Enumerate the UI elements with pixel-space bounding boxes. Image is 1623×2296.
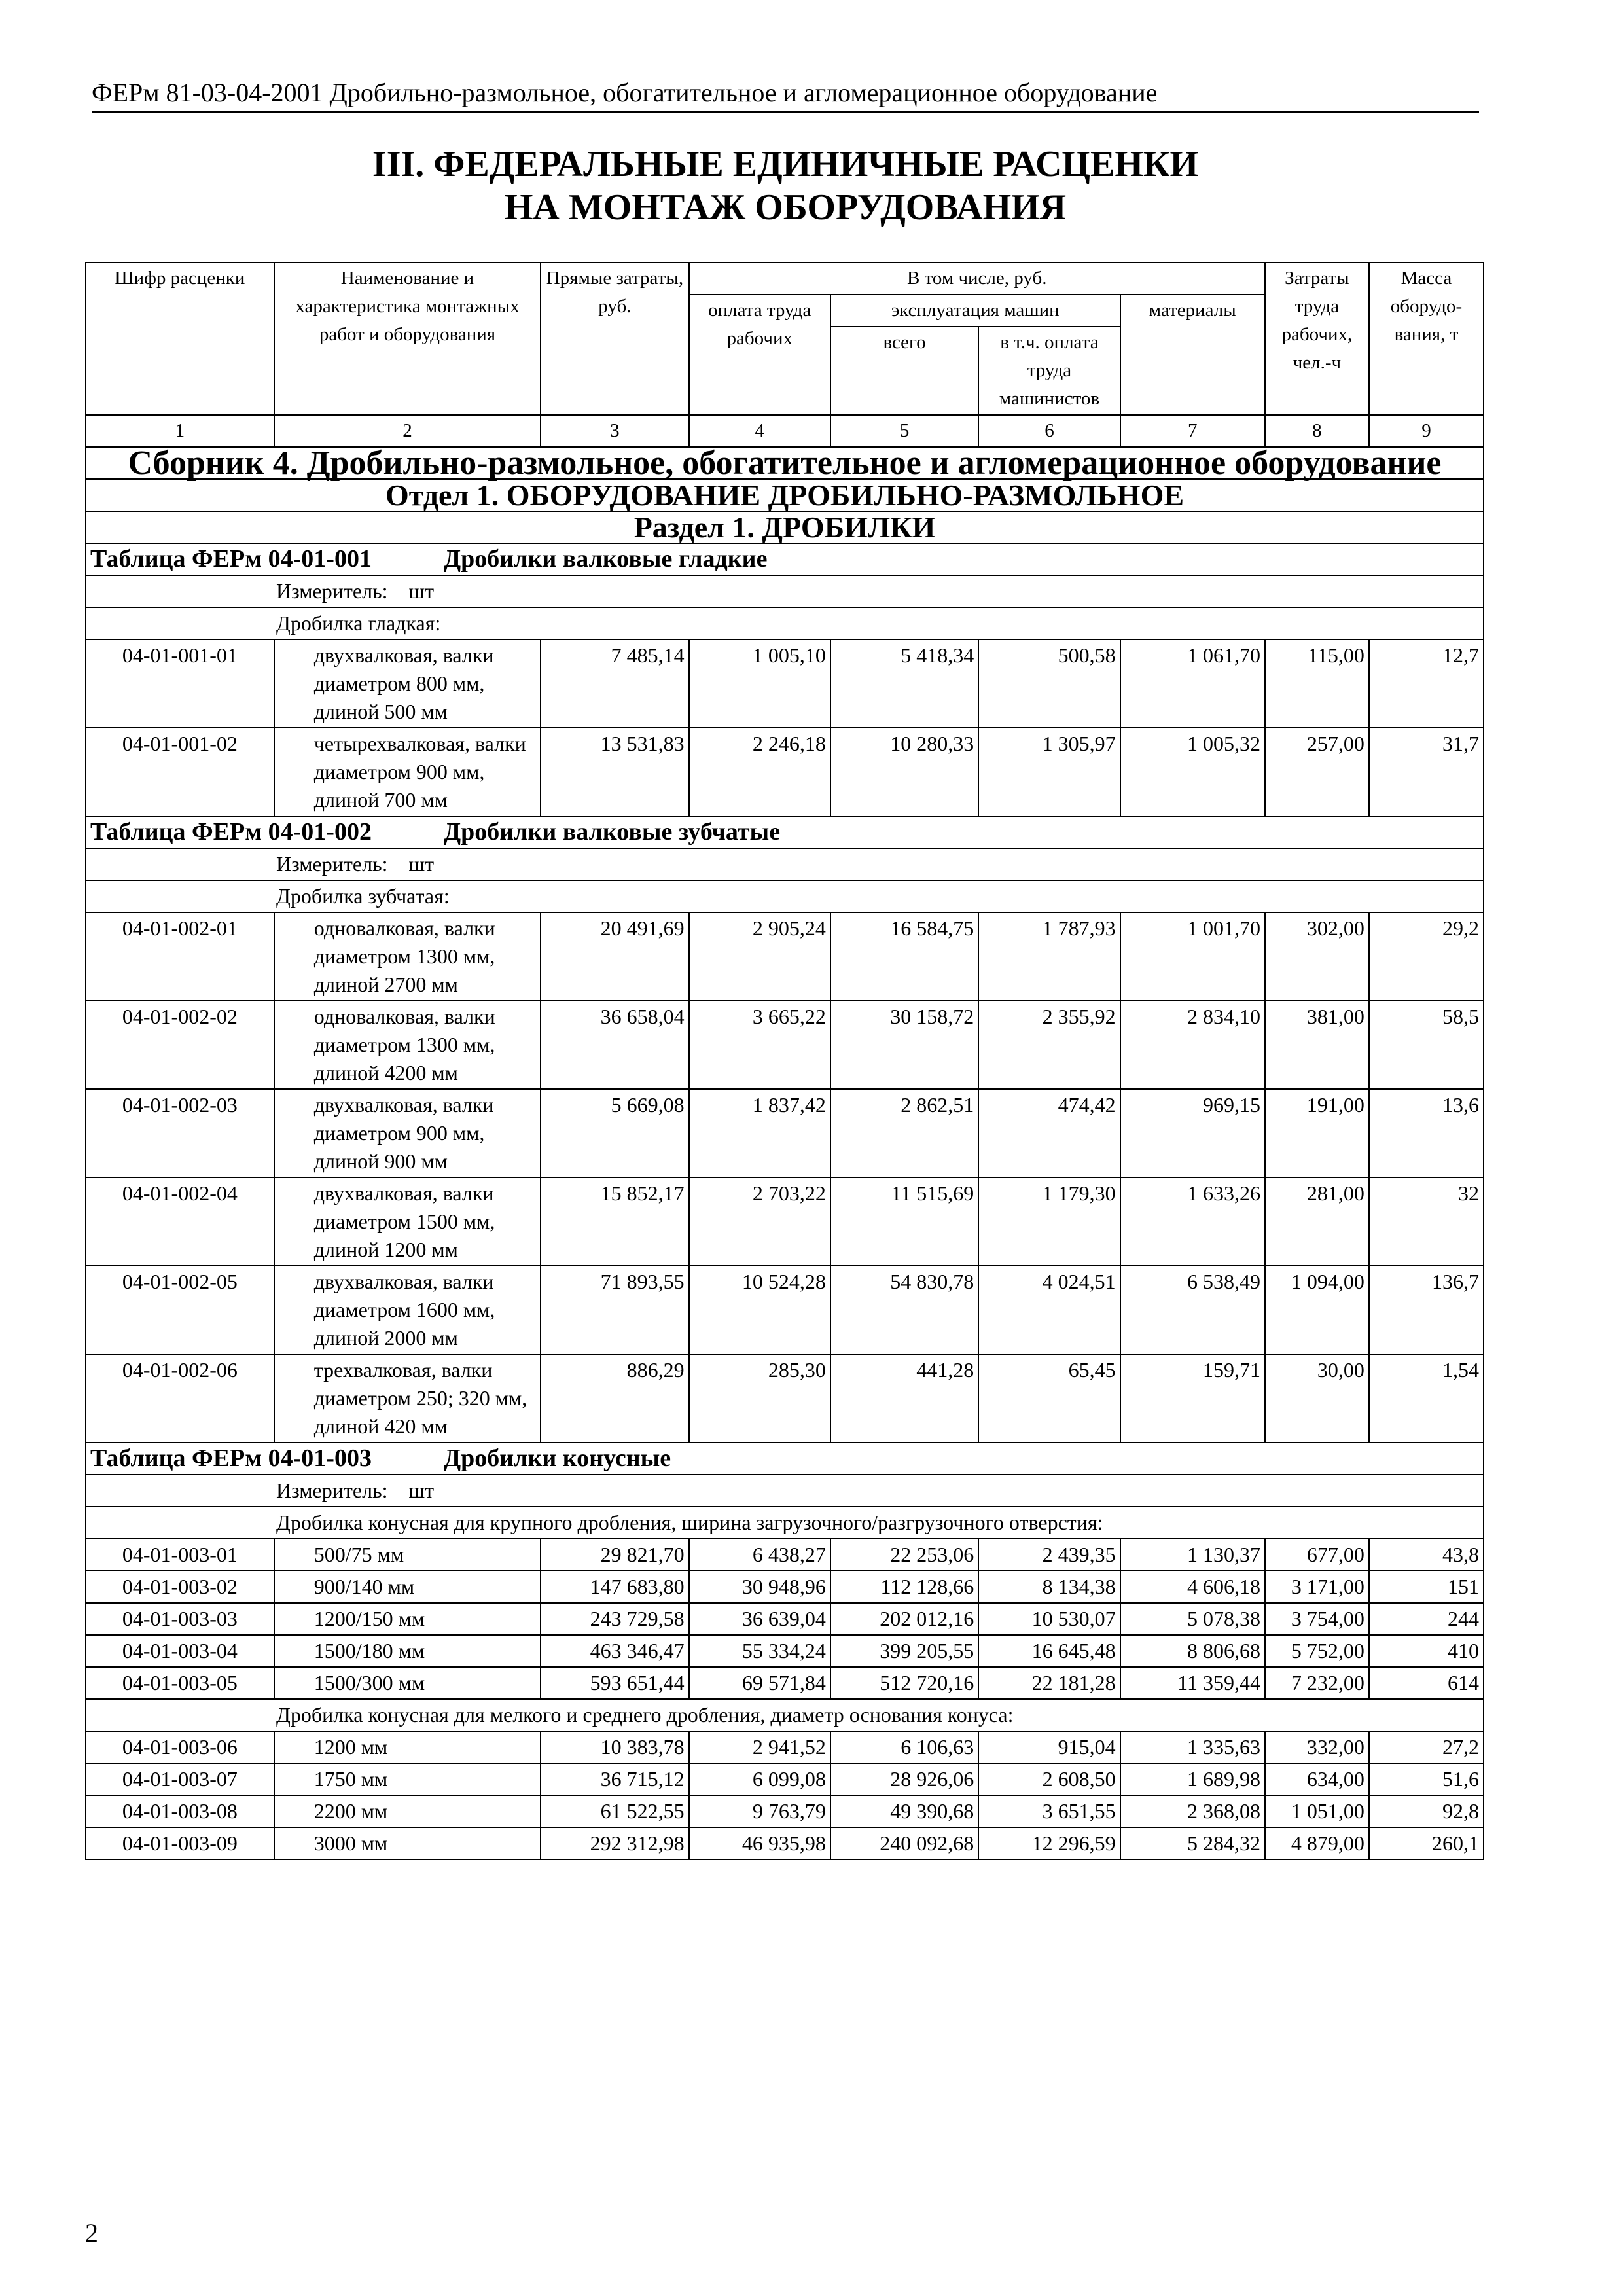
cell-name: двухвалковая, валки диаметром 1500 мм, длиной 1200 мм [274,1177,541,1266]
group-subtitle: Дробилка конусная для крупного дробления, ширина загрузочного/разгрузочного отверстия: [86,1507,1484,1539]
cell-mach: 28 926,06 [830,1763,978,1795]
measure-unit: шт [408,852,435,876]
table-row [86,1827,1484,1859]
col-header-incl: В том числе, руб. [689,262,1265,295]
cell-mach: 16 584,75 [830,912,978,1001]
cell-name: 1750 мм [274,1763,541,1795]
cell-hours: 191,00 [1265,1089,1369,1177]
cell-code: 04-01-003-03 [86,1603,274,1635]
cell-mat: 1 130,37 [1120,1539,1265,1571]
cell-mass: 151 [1369,1571,1484,1603]
cell-code: 04-01-003-05 [86,1667,274,1699]
cell-direct: 7 485,14 [541,639,688,728]
cell-mat: 1 005,32 [1120,728,1265,816]
cell-mass: 29,2 [1369,912,1484,1001]
cell-mach-pay: 10 530,07 [978,1603,1120,1635]
cell-name: 1500/180 мм [274,1635,541,1667]
table-row [86,1667,1484,1699]
cell-labor: 2 703,22 [689,1177,830,1266]
table-title [86,543,1484,575]
cell-name: 1500/300 мм [274,1667,541,1699]
cell-direct: 886,29 [541,1354,688,1443]
cell-mass: 43,8 [1369,1539,1484,1571]
cell-mach-pay: 2 439,35 [978,1539,1120,1571]
cell-mat: 1 689,98 [1120,1763,1265,1795]
cell-mach-pay: 16 645,48 [978,1635,1120,1667]
measure-unit: шт [408,1479,435,1502]
cell-code: 04-01-002-04 [86,1177,274,1266]
rates-table [85,262,1484,1860]
cell-mat: 11 359,44 [1120,1667,1265,1699]
cell-hours: 634,00 [1265,1763,1369,1795]
title-line-2: НА МОНТАЖ ОБОРУДОВАНИЯ [504,187,1067,228]
cell-name: 3000 мм [274,1827,541,1859]
cell-direct: 593 651,44 [541,1667,688,1699]
col-number: 1 [86,415,274,447]
cell-direct: 292 312,98 [541,1827,688,1859]
table-row [86,1731,1484,1763]
table-title [86,816,1484,848]
cell-name: 1200/150 мм [274,1603,541,1635]
table-row [86,1177,1484,1266]
col-header-name: Наименование и характеристика монтажных работ и оборудования [274,262,541,415]
col-header-materials: материалы [1120,295,1265,415]
cell-name: 900/140 мм [274,1571,541,1603]
table-code: Таблица ФЕРм 04-01-002 [90,818,372,846]
col-number: 5 [830,415,978,447]
cell-hours: 1 094,00 [1265,1266,1369,1354]
cell-code: 04-01-001-01 [86,639,274,728]
cell-code: 04-01-002-02 [86,1001,274,1089]
cell-mat: 5 078,38 [1120,1603,1265,1635]
cell-mach-pay: 1 179,30 [978,1177,1120,1266]
cell-direct: 13 531,83 [541,728,688,816]
table-row [86,639,1484,728]
cell-labor: 2 905,24 [689,912,830,1001]
cell-code: 04-01-002-03 [86,1089,274,1177]
table-row [86,1354,1484,1443]
col-number: 6 [978,415,1120,447]
cell-mach-pay: 2 608,50 [978,1763,1120,1795]
cell-hours: 5 752,00 [1265,1635,1369,1667]
table-name: Дробилки валковые зубчатые [443,818,781,846]
cell-code: 04-01-003-04 [86,1635,274,1667]
measure-row [86,575,1484,607]
table-row [86,1603,1484,1635]
cell-hours: 332,00 [1265,1731,1369,1763]
cell-direct: 29 821,70 [541,1539,688,1571]
cell-code: 04-01-002-01 [86,912,274,1001]
cell-mach-pay: 474,42 [978,1089,1120,1177]
cell-labor: 1 005,10 [689,639,830,728]
cell-name: 2200 мм [274,1795,541,1827]
cell-mass: 27,2 [1369,1731,1484,1763]
group-subtitle: Дробилка конусная для мелкого и среднего дробления, диаметр основания конуса: [86,1699,1484,1731]
cell-mat: 8 806,68 [1120,1635,1265,1667]
cell-direct: 71 893,55 [541,1266,688,1354]
cell-mach: 11 515,69 [830,1177,978,1266]
cell-labor: 6 438,27 [689,1539,830,1571]
group-subtitle: Дробилка зубчатая: [86,880,1484,912]
measure-label: Измеритель: [276,579,388,603]
cell-hours: 1 051,00 [1265,1795,1369,1827]
cell-hours: 281,00 [1265,1177,1369,1266]
table-row [86,1089,1484,1177]
cell-hours: 3 171,00 [1265,1571,1369,1603]
cell-name: двухвалковая, валки диаметром 900 мм, длиной 900 мм [274,1089,541,1177]
running-header: ФЕРм 81-03-04-2001 Дробильно-размольное, обогатительное и агломерационное оборудование [92,77,1479,113]
page-title [85,143,1486,229]
cell-code: 04-01-002-06 [86,1354,274,1443]
cell-code: 04-01-003-08 [86,1795,274,1827]
cell-hours: 302,00 [1265,912,1369,1001]
cell-code: 04-01-003-01 [86,1539,274,1571]
cell-code: 04-01-003-09 [86,1827,274,1859]
cell-name: трехвалковая, валки диаметром 250; 320 мм, длиной 420 мм [274,1354,541,1443]
cell-hours: 677,00 [1265,1539,1369,1571]
cell-direct: 61 522,55 [541,1795,688,1827]
cell-name: четырехвалковая, валки диаметром 900 мм, длиной 700 мм [274,728,541,816]
cell-mach-pay: 2 355,92 [978,1001,1120,1089]
cell-code: 04-01-002-05 [86,1266,274,1354]
cell-hours: 381,00 [1265,1001,1369,1089]
col-number: 9 [1369,415,1484,447]
cell-labor: 46 935,98 [689,1827,830,1859]
col-number: 8 [1265,415,1369,447]
cell-name: двухвалковая, валки диаметром 800 мм, длиной 500 мм [274,639,541,728]
cell-labor: 36 639,04 [689,1603,830,1635]
cell-mach: 112 128,66 [830,1571,978,1603]
cell-mass: 58,5 [1369,1001,1484,1089]
cell-direct: 147 683,80 [541,1571,688,1603]
cell-code: 04-01-003-07 [86,1763,274,1795]
cell-mat: 1 001,70 [1120,912,1265,1001]
cell-hours: 7 232,00 [1265,1667,1369,1699]
page-number: 2 [85,2218,98,2248]
table-code: Таблица ФЕРм 04-01-001 [90,545,372,573]
cell-mach: 6 106,63 [830,1731,978,1763]
col-header-machine-op: эксплуатация машин [830,295,1120,327]
cell-mach: 54 830,78 [830,1266,978,1354]
cell-hours: 3 754,00 [1265,1603,1369,1635]
cell-labor: 30 948,96 [689,1571,830,1603]
cell-hours: 4 879,00 [1265,1827,1369,1859]
col-header-machine-total: всего [830,327,978,415]
col-number: 3 [541,415,688,447]
cell-mass: 1,54 [1369,1354,1484,1443]
cell-hours: 30,00 [1265,1354,1369,1443]
cell-mat: 1 061,70 [1120,639,1265,728]
cell-name: одновалковая, валки диаметром 1300 мм, длиной 4200 мм [274,1001,541,1089]
cell-mass: 260,1 [1369,1827,1484,1859]
table-row [86,1571,1484,1603]
cell-labor: 69 571,84 [689,1667,830,1699]
cell-name: одновалковая, валки диаметром 1300 мм, длиной 2700 мм [274,912,541,1001]
table-row [86,728,1484,816]
col-number: 4 [689,415,830,447]
cell-mat: 4 606,18 [1120,1571,1265,1603]
col-header-code: Шифр расценки [86,262,274,415]
table-row [86,1539,1484,1571]
table-row [86,1795,1484,1827]
cell-direct: 5 669,08 [541,1089,688,1177]
cell-mat: 1 335,63 [1120,1731,1265,1763]
cell-labor: 3 665,22 [689,1001,830,1089]
cell-code: 04-01-003-02 [86,1571,274,1603]
cell-labor: 1 837,42 [689,1089,830,1177]
cell-mach: 202 012,16 [830,1603,978,1635]
cell-mat: 2 368,08 [1120,1795,1265,1827]
table-code: Таблица ФЕРм 04-01-003 [90,1444,372,1472]
cell-direct: 10 383,78 [541,1731,688,1763]
department-title: Отдел 1. ОБОРУДОВАНИЕ ДРОБИЛЬНО-РАЗМОЛЬНОЕ [86,479,1484,511]
col-header-labor-cost: Затраты труда рабочих, чел.-ч [1265,262,1369,415]
cell-mass: 32 [1369,1177,1484,1266]
table-row [86,1635,1484,1667]
column-numbers-row [86,415,1484,447]
cell-mat: 6 538,49 [1120,1266,1265,1354]
cell-mass: 244 [1369,1603,1484,1635]
measure-row [86,848,1484,880]
cell-mach: 2 862,51 [830,1089,978,1177]
cell-direct: 20 491,69 [541,912,688,1001]
cell-labor: 9 763,79 [689,1795,830,1827]
cell-mass: 31,7 [1369,728,1484,816]
table-name: Дробилки конусные [443,1444,671,1472]
cell-code: 04-01-003-06 [86,1731,274,1763]
col-header-direct: Прямые затраты, руб. [541,262,688,415]
cell-labor: 10 524,28 [689,1266,830,1354]
cell-mass: 410 [1369,1635,1484,1667]
cell-mach-pay: 915,04 [978,1731,1120,1763]
cell-mach-pay: 4 024,51 [978,1266,1120,1354]
table-name: Дробилки валковые гладкие [443,545,768,573]
cell-direct: 243 729,58 [541,1603,688,1635]
cell-mass: 12,7 [1369,639,1484,728]
cell-mach: 49 390,68 [830,1795,978,1827]
cell-mach-pay: 8 134,38 [978,1571,1120,1603]
cell-mass: 51,6 [1369,1763,1484,1795]
cell-mat: 159,71 [1120,1354,1265,1443]
cell-mach-pay: 12 296,59 [978,1827,1120,1859]
table-row [86,1266,1484,1354]
cell-mach: 512 720,16 [830,1667,978,1699]
cell-labor: 55 334,24 [689,1635,830,1667]
cell-labor: 6 099,08 [689,1763,830,1795]
col-header-labor-pay: оплата труда рабочих [689,295,830,415]
cell-labor: 2 246,18 [689,728,830,816]
cell-mach-pay: 22 181,28 [978,1667,1120,1699]
cell-direct: 463 346,47 [541,1635,688,1667]
cell-direct: 36 658,04 [541,1001,688,1089]
cell-mach: 399 205,55 [830,1635,978,1667]
col-header-mass: Масса оборудо-вания, т [1369,262,1484,415]
measure-row [86,1475,1484,1507]
cell-mat: 1 633,26 [1120,1177,1265,1266]
cell-direct: 36 715,12 [541,1763,688,1795]
col-number: 7 [1120,415,1265,447]
cell-mach-pay: 3 651,55 [978,1795,1120,1827]
cell-mach: 22 253,06 [830,1539,978,1571]
cell-mass: 614 [1369,1667,1484,1699]
col-header-machine-pay: в т.ч. оплата труда машинистов [978,327,1120,415]
table-row [86,1763,1484,1795]
cell-mat: 2 834,10 [1120,1001,1265,1089]
cell-mach: 10 280,33 [830,728,978,816]
measure-label: Измеритель: [276,1479,388,1502]
group-subtitle: Дробилка гладкая: [86,607,1484,639]
cell-mach-pay: 1 787,93 [978,912,1120,1001]
cell-mass: 136,7 [1369,1266,1484,1354]
cell-mass: 92,8 [1369,1795,1484,1827]
cell-hours: 257,00 [1265,728,1369,816]
cell-mach: 30 158,72 [830,1001,978,1089]
cell-labor: 285,30 [689,1354,830,1443]
cell-labor: 2 941,52 [689,1731,830,1763]
cell-direct: 15 852,17 [541,1177,688,1266]
table-row [86,1001,1484,1089]
cell-name: 1200 мм [274,1731,541,1763]
section-title: Раздел 1. ДРОБИЛКИ [86,511,1484,543]
collection-title: Сборник 4. Дробильно-размольное, обогатительное и агломерационное оборудование [86,447,1484,479]
cell-mat: 5 284,32 [1120,1827,1265,1859]
measure-unit: шт [408,579,435,603]
col-number: 2 [274,415,541,447]
cell-code: 04-01-001-02 [86,728,274,816]
cell-mach-pay: 1 305,97 [978,728,1120,816]
table-row [86,912,1484,1001]
title-line-1: III. ФЕДЕРАЛЬНЫЕ ЕДИНИЧНЫЕ РАСЦЕНКИ [372,144,1199,185]
cell-name: двухвалковая, валки диаметром 1600 мм, длиной 2000 мм [274,1266,541,1354]
cell-hours: 115,00 [1265,639,1369,728]
cell-mat: 969,15 [1120,1089,1265,1177]
cell-mach-pay: 65,45 [978,1354,1120,1443]
cell-mass: 13,6 [1369,1089,1484,1177]
cell-name: 500/75 мм [274,1539,541,1571]
cell-mach: 5 418,34 [830,639,978,728]
cell-mach: 240 092,68 [830,1827,978,1859]
measure-label: Измеритель: [276,852,388,876]
table-title [86,1443,1484,1475]
cell-mach-pay: 500,58 [978,639,1120,728]
cell-mach: 441,28 [830,1354,978,1443]
